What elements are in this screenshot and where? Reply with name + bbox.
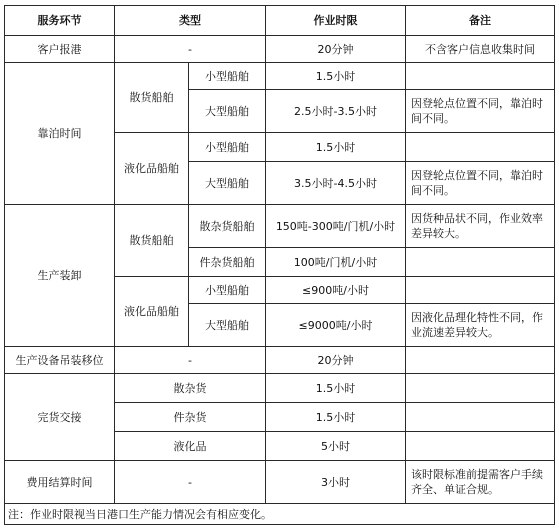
footnote: 注：作业时限视当日港口生产能力情况会有相应变化。 [5, 504, 555, 525]
note-cell: 因登轮点位置不同，靠泊时间不同。 [406, 162, 555, 205]
time-cell: 1.5小时 [266, 403, 406, 432]
note-cell [406, 248, 555, 277]
subtype-cell: 小型船舶 [189, 277, 266, 304]
stage-cell: 生产装卸 [5, 205, 115, 347]
note-cell [406, 133, 555, 162]
subtype-cell: 大型船舶 [189, 304, 266, 347]
stage-cell: 靠泊时间 [5, 63, 115, 205]
time-cell: 1.5小时 [266, 63, 406, 90]
time-cell: 1.5小时 [266, 133, 406, 162]
time-cell: 150吨-300吨/门机/小时 [266, 205, 406, 248]
time-cell: ≤900吨/小时 [266, 277, 406, 304]
time-cell: 2.5小时-3.5小时 [266, 90, 406, 133]
header-stage: 服务环节 [5, 6, 115, 36]
note-cell [406, 347, 555, 374]
time-cell: 1.5小时 [266, 374, 406, 403]
header-row [5, 6, 555, 36]
note-cell: 因登轮点位置不同，靠泊时间不同。 [406, 90, 555, 133]
note-cell: 因货种品状不同，作业效率差异较大。 [406, 205, 555, 248]
type-cell: - [115, 461, 266, 504]
type-cell: 件杂货 [115, 403, 266, 432]
header-time: 作业时限 [266, 6, 406, 36]
type-cell: 液化品船舶 [115, 133, 189, 205]
type-cell: 散杂货 [115, 374, 266, 403]
subtype-cell: 散杂货船舶 [189, 205, 266, 248]
table-row [5, 205, 555, 248]
time-cell: 5小时 [266, 432, 406, 461]
table-row [5, 63, 555, 90]
note-cell: 因液化品理化特性不同，作业流速差异较大。 [406, 304, 555, 347]
stage-cell: 客户报港 [5, 36, 115, 63]
subtype-cell: 大型船舶 [189, 90, 266, 133]
note-cell: 该时限标准前提需客户手续齐全、单证合规。 [406, 461, 555, 504]
note-cell [406, 63, 555, 90]
type-cell: 液化品 [115, 432, 266, 461]
time-cell: 100吨/门机/小时 [266, 248, 406, 277]
service-time-table [4, 5, 555, 525]
type-cell: - [115, 36, 266, 63]
header-type: 类型 [115, 6, 266, 36]
table-row [5, 461, 555, 504]
type-cell: 散货船舶 [115, 63, 189, 133]
time-cell: 20分钟 [266, 347, 406, 374]
time-cell: 3.5小时-4.5小时 [266, 162, 406, 205]
time-cell: ≤9000吨/小时 [266, 304, 406, 347]
note-cell [406, 432, 555, 461]
note-cell: 不含客户信息收集时间 [406, 36, 555, 63]
table-row [5, 347, 555, 374]
stage-cell: 完货交接 [5, 374, 115, 461]
footnote-row [5, 504, 555, 525]
table-row [5, 36, 555, 63]
type-cell: - [115, 347, 266, 374]
note-cell [406, 374, 555, 403]
subtype-cell: 大型船舶 [189, 162, 266, 205]
stage-cell: 生产设备吊装移位 [5, 347, 115, 374]
header-note: 备注 [406, 6, 555, 36]
time-cell: 20分钟 [266, 36, 406, 63]
subtype-cell: 件杂货船舶 [189, 248, 266, 277]
note-cell [406, 277, 555, 304]
type-cell: 液化品船舶 [115, 277, 189, 347]
type-cell: 散货船舶 [115, 205, 189, 277]
note-cell [406, 403, 555, 432]
subtype-cell: 小型船舶 [189, 63, 266, 90]
time-cell: 3小时 [266, 461, 406, 504]
subtype-cell: 小型船舶 [189, 133, 266, 162]
stage-cell: 费用结算时间 [5, 461, 115, 504]
table-row [5, 374, 555, 403]
